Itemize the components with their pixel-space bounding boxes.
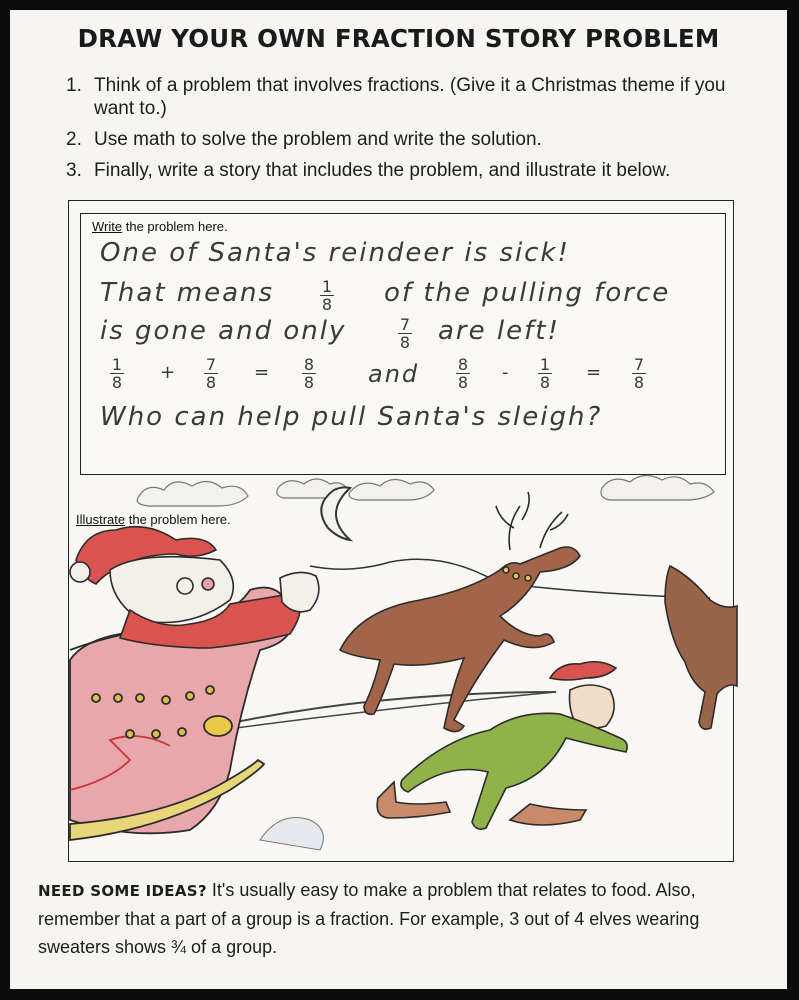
equals-sign: = [254,362,270,383]
handwritten-fraction: 1 8 [539,355,551,392]
equals-sign: = [586,362,602,383]
plus-sign: + [160,362,176,383]
instruction-list [66,74,756,190]
handwritten-fraction: 1 8 [111,355,123,392]
instruction-step: 3. Finally, write a story that includes the problem, and illustrate it below. [66,160,671,181]
handwritten-line: One of Santa's reindeer is sick! [100,238,570,268]
handwritten-line: of the pulling force [384,278,671,308]
instruction-step: 1. Think of a problem that involves fractions. (Give it a Christmas theme if you want to.) [66,75,726,119]
write-label: Write the problem here. [92,219,228,234]
handwritten-fraction: 7 8 [399,315,411,352]
page-title: DRAW YOUR OWN FRACTION STORY PROBLEM [77,24,720,53]
worksheet-page [10,10,787,989]
handwritten-fraction: 8 8 [457,355,469,392]
handwritten-fraction: 1 8 [321,277,333,314]
handwritten-fraction: 7 8 [205,355,217,392]
handwritten-line: Who can help pull Santa's sleigh? [100,402,603,432]
ideas-text: It's usually easy to make a problem that relates to food. Also, remember that a part of a group is a fraction. For example, 3 out of 4 elves wearing sweaters shows ¾ of a group. [38,880,700,957]
handwritten-line: are left! [438,316,560,346]
handwritten-fraction: 7 8 [633,355,645,392]
handwritten-line: is gone and only [100,316,347,346]
handwritten-word: and [368,360,420,388]
ideas-heading: NEED SOME IDEAS? [38,882,207,900]
illustrate-label: Illustrate the problem here. [76,512,231,527]
ideas-paragraph [38,876,758,961]
instruction-step: 2. Use math to solve the problem and write the solution. [66,129,542,150]
handwritten-fraction: 8 8 [303,355,315,392]
minus-sign: - [502,362,509,383]
handwritten-line: That means [100,278,275,308]
